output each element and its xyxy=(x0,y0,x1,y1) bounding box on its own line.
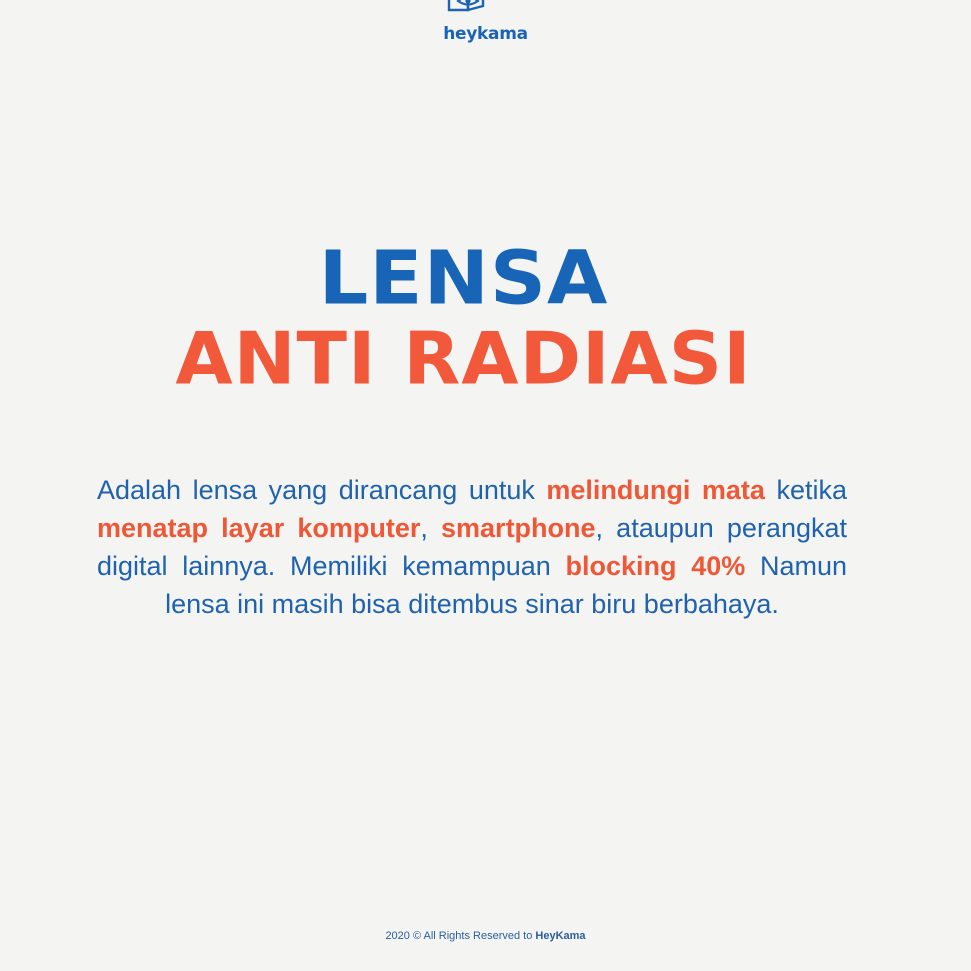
description-text: Adalah lensa yang dirancang untuk xyxy=(97,475,547,505)
copyright-brand: HeyKama xyxy=(535,930,586,942)
title-line-2: ANTI RADIASI xyxy=(175,316,752,402)
description-text: ketika xyxy=(764,475,847,505)
brand-name: heykama xyxy=(443,24,528,44)
eye-book-icon xyxy=(446,0,486,20)
title-line-1: LENSA xyxy=(318,236,609,322)
highlight-blocking: blocking 40% xyxy=(565,551,746,581)
description-text: , ataupun perangkat digital lainnya. Memiliki kemampuan xyxy=(97,513,847,581)
description-text: , xyxy=(420,513,442,543)
highlight-protect-eyes: melindungi mata xyxy=(546,475,765,505)
highlight-smartphone: smartphone xyxy=(441,513,596,543)
copyright-text: 2020 © All Rights Reserved to xyxy=(385,930,536,942)
description-text: Namun lensa ini masih bisa ditembus sinar biru berbahaya. xyxy=(165,551,847,619)
copyright-footer xyxy=(0,930,971,942)
highlight-screen: menatap layar komputer xyxy=(97,513,421,543)
description-paragraph xyxy=(97,471,847,623)
